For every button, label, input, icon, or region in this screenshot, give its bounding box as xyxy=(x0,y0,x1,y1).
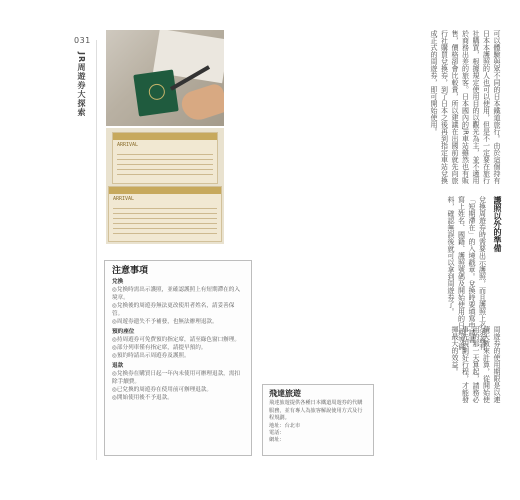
running-head: JR周遊券大探索 xyxy=(77,52,86,118)
hand-image xyxy=(178,82,224,124)
agency-description: 飛達旅遊提供各種日本鐵道周遊券的代購服務，並有專人為旅客解說使用方式及行程規劃。 xyxy=(269,400,363,422)
notes-item: ◎預約時請出示周遊券及護照。 xyxy=(112,353,190,359)
arrival-card-label: ARRIVAL xyxy=(117,142,139,148)
article-paragraph: 可以體驗與眾不同的日本鐵道旅行。由於這個持有日本本護照的人也可以使用，但是不一定要在旅行社購買，根據規定使用目的以觀光為主，並不適用於商務出差的旅客。日本國內的JR車站雖然也有販售，價格卻會比較貴，所以建議在出國前就先向旅行社購買兌換券，到了日本之後再到指定車站兌換成正式的周遊券，即可開始使用。 xyxy=(430,30,501,184)
notes-item: ◎兌換時需出示護照，並確認護照上有短期滯在的入境章。 xyxy=(112,287,240,301)
article-upper-text xyxy=(232,30,502,190)
notes-item: ◎部分列車僅有指定席，請提早預約。 xyxy=(112,345,207,351)
notes-item: ◎持周遊券可免費預約指定席，請至綠色窗口辦理。 xyxy=(112,337,240,343)
arrival-card-label: ARRIVAL xyxy=(113,196,135,202)
notes-item: ◎兌換後的周遊券無法更改使用者姓名，請妥善保管。 xyxy=(112,303,235,317)
passport-image xyxy=(133,69,178,116)
page-number: 031 xyxy=(74,36,91,45)
agency-website[interactable]: 網址： xyxy=(269,437,285,444)
notes-box xyxy=(104,260,252,456)
agency-phone: 電話： xyxy=(269,430,285,437)
arrival-card-bottom xyxy=(108,186,222,242)
article-paragraph: 周遊券的使用期限是以連續天數來計算，從開始使用的那一天算起，請務必事先規劃好行程，才能發揮最大的效益。 xyxy=(451,326,501,403)
notes-item: ◎已兌換的周遊券在使用前可辦理退款。 xyxy=(112,387,212,393)
forms-photo xyxy=(106,128,224,244)
notes-subtitle: 預約座位 xyxy=(112,329,135,335)
agency-address: 地址：台北市 xyxy=(269,422,301,429)
article-bottom-text xyxy=(380,326,502,406)
passport-emblem-icon xyxy=(148,83,166,101)
notes-item: ◎周遊券遺失不予補發，也無法辦理退款。 xyxy=(112,319,218,325)
article-paragraph: 兌換周遊券時需要出示護照，而且護照上必須蓋有「短期滯在」的入境戳章。兌換時要填寫申請書，寫上姓名、國籍、護照號碼及開始使用的日期等資料，確認無誤後就可以拿到周遊券了。 xyxy=(447,196,487,350)
agency-title: 飛達旅遊 xyxy=(269,389,301,398)
arrival-card-top xyxy=(112,132,218,184)
section-heading: 護照以外的準備 xyxy=(493,196,502,252)
notes-item: ◎開始使用後不予退款。 xyxy=(112,395,173,401)
margin-divider xyxy=(96,40,97,460)
notes-item: ◎兌換券在購買日起一年內未使用可辦理退款，需扣除手續費。 xyxy=(112,371,240,385)
agency-box xyxy=(262,384,374,456)
notes-title: 注意事項 xyxy=(112,266,149,276)
passport-photo xyxy=(106,30,224,126)
notes-subtitle: 兌換 xyxy=(112,279,124,285)
notes-subtitle: 退款 xyxy=(112,363,124,369)
